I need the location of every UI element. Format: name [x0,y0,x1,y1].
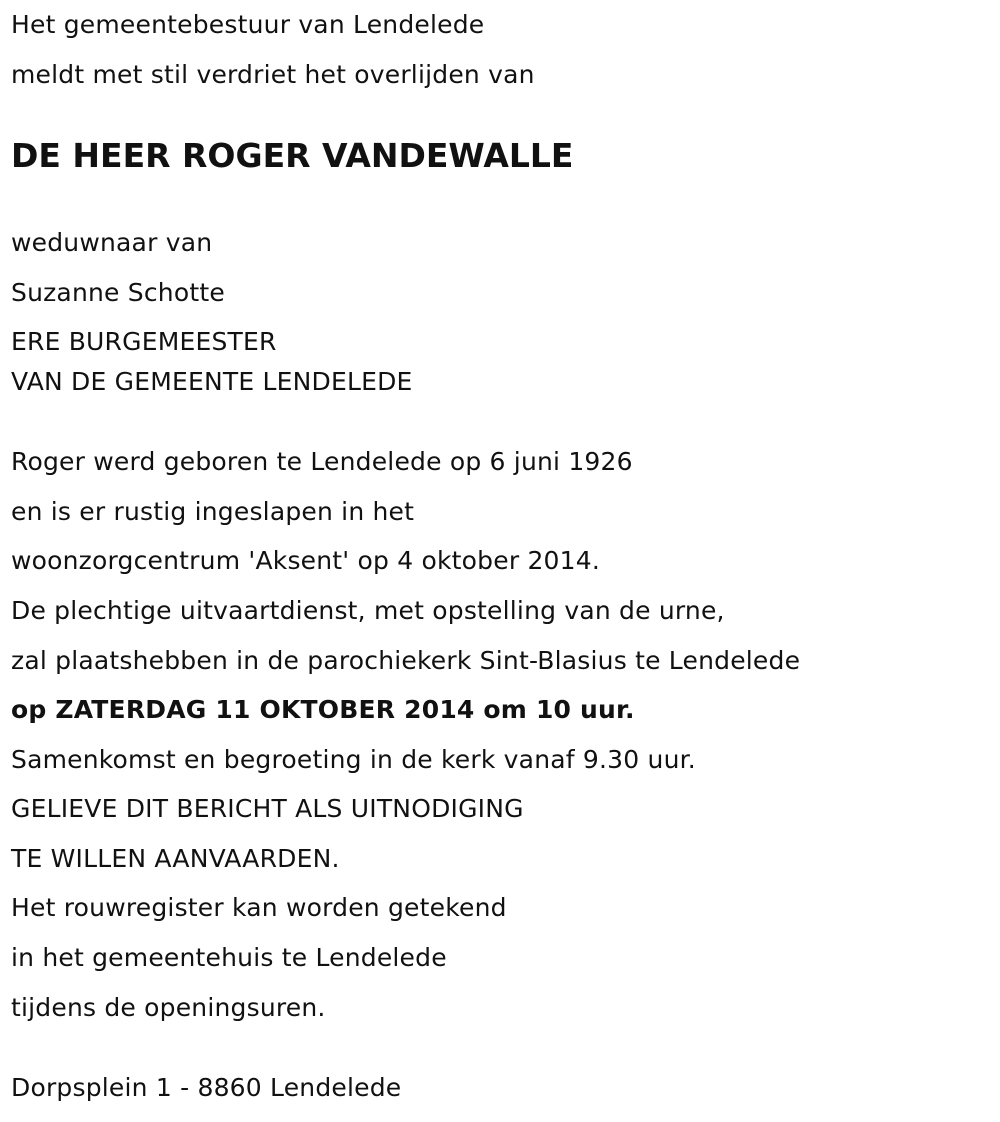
body-line-11: in het gemeentehuis te Lendelede [11,943,447,972]
body-line-1: Roger werd geboren te Lendelede op 6 juni 1926 [11,447,633,476]
service-date-line: op ZATERDAG 11 OKTOBER 2014 om 10 uur. [11,695,635,724]
honorary-title-line-2: VAN DE GEMEENTE LENDELEDE [11,367,413,396]
deceased-name: DE HEER ROGER VANDEWALLE [11,136,574,175]
intro-line-2: meldt met stil verdriet het overlijden van [11,60,535,89]
honorary-title-line-1: ERE BURGEMEESTER [11,327,277,356]
relation-line-1: weduwnaar van [11,228,213,257]
body-line-12: tijdens de openingsuren. [11,993,326,1022]
intro-line-1: Het gemeentebestuur van Lendelede [11,10,485,39]
body-line-5: zal plaatshebben in de parochiekerk Sint-Blasius te Lendelede [11,646,801,675]
body-line-9: TE WILLEN AANVAARDEN. [11,844,340,873]
address-line: Dorpsplein 1 - 8860 Lendelede [11,1073,402,1102]
body-line-4: De plechtige uitvaartdienst, met opstelling van de urne, [11,596,725,625]
body-line-2: en is er rustig ingeslapen in het [11,497,415,526]
body-line-10: Het rouwregister kan worden getekend [11,893,507,922]
body-line-7: Samenkomst en begroeting in de kerk vanaf 9.30 uur. [11,745,696,774]
relation-line-2: Suzanne Schotte [11,278,225,307]
body-line-3: woonzorgcentrum 'Aksent' op 4 oktober 2014. [11,546,601,575]
body-line-8: GELIEVE DIT BERICHT ALS UITNODIGING [11,794,524,823]
